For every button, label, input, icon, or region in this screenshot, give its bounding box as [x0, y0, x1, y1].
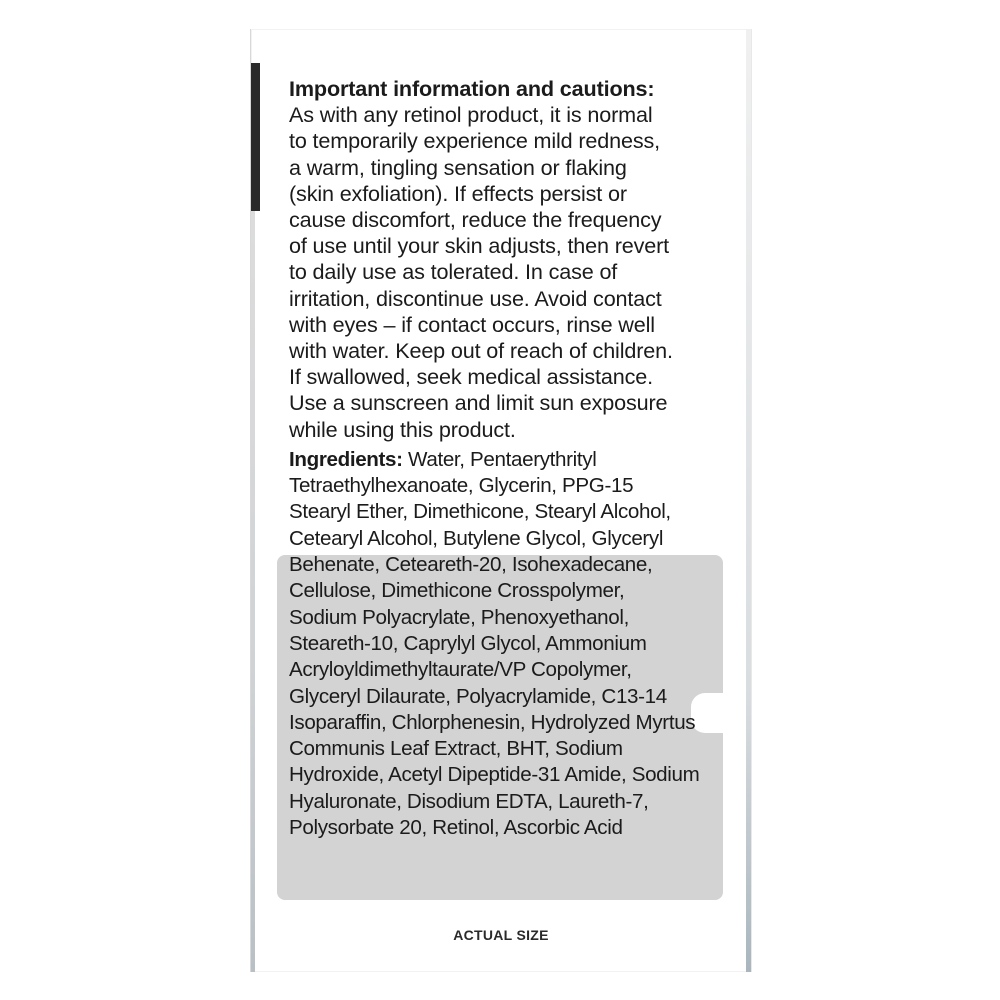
ingredients-line: Hydroxide, Acetyl Dipeptide-31 Amide, Sodium: [289, 763, 700, 787]
ingredients-line: Tetraethylhexanoate, Glycerin, PPG-15: [289, 474, 634, 498]
edge-shading: [251, 211, 255, 972]
cautions-line: (skin exfoliation). If effects persist or: [289, 180, 627, 206]
cautions-line: to daily use as tolerated. In case of: [289, 259, 618, 285]
cautions-line: As with any retinol product, it is normal: [289, 102, 653, 128]
cautions-line: with water. Keep out of reach of children.: [289, 338, 673, 364]
ingredients-first-line-rest: Water, Pentaerythrityl: [402, 447, 597, 471]
ingredients-line: Steareth-10, Caprylyl Glycol, Ammonium: [289, 631, 647, 655]
cautions-line: with eyes – if contact occurs, rinse well: [289, 311, 655, 337]
package-side-panel: [250, 29, 752, 972]
cautions-heading: Important information and cautions:: [289, 76, 655, 101]
cautions-line: of use until your skin adjusts, then revert: [289, 233, 670, 259]
ingredients-line: Behenate, Ceteareth-20, Isohexadecane,: [289, 553, 653, 577]
cautions-line: irritation, discontinue use. Avoid contact: [289, 285, 662, 311]
ingredients-label: Ingredients:: [289, 447, 403, 471]
cautions-line: a warm, tingling sensation or flaking: [289, 154, 627, 180]
label-copy: [289, 76, 729, 841]
ingredients-line: Polysorbate 20, Retinol, Ascorbic Acid: [289, 816, 623, 839]
ingredients-line: Communis Leaf Extract, BHT, Sodium: [289, 737, 623, 761]
ingredients-block: [289, 447, 729, 841]
cautions-line: cause discomfort, reduce the frequency: [289, 207, 662, 233]
right-edge-shading: [746, 29, 751, 972]
actual-size-caption: ACTUAL SIZE: [453, 927, 549, 943]
ingredients-first-line: [289, 447, 729, 473]
cautions-line: If swallowed, seek medical assistance.: [289, 364, 653, 390]
ingredients-line: Acryloyldimethyltaurate/VP Copolymer,: [289, 658, 632, 682]
ingredients-line: Cetearyl Alcohol, Butylene Glycol, Glyceryl: [289, 526, 664, 550]
ingredients-line: Isoparaffin, Chlorphenesin, Hydrolyzed Myrtus: [289, 710, 696, 734]
ingredients-line: Sodium Polyacrylate, Phenoxyethanol,: [289, 605, 629, 629]
dark-edge-stripe: [251, 63, 260, 211]
cautions-line: Use a sunscreen and limit sun exposure: [289, 390, 668, 416]
cautions-line: to temporarily experience mild redness,: [289, 128, 661, 154]
ingredients-line: Stearyl Ether, Dimethicone, Stearyl Alcohol,: [289, 500, 671, 524]
cautions-line: while using this product.: [289, 416, 516, 442]
ingredients-line: Cellulose, Dimethicone Crosspolymer,: [289, 579, 625, 603]
ingredients-line: Hyaluronate, Disodium EDTA, Laureth-7,: [289, 789, 649, 813]
ingredients-line: Glyceryl Dilaurate, Polyacrylamide, C13-14: [289, 684, 667, 708]
